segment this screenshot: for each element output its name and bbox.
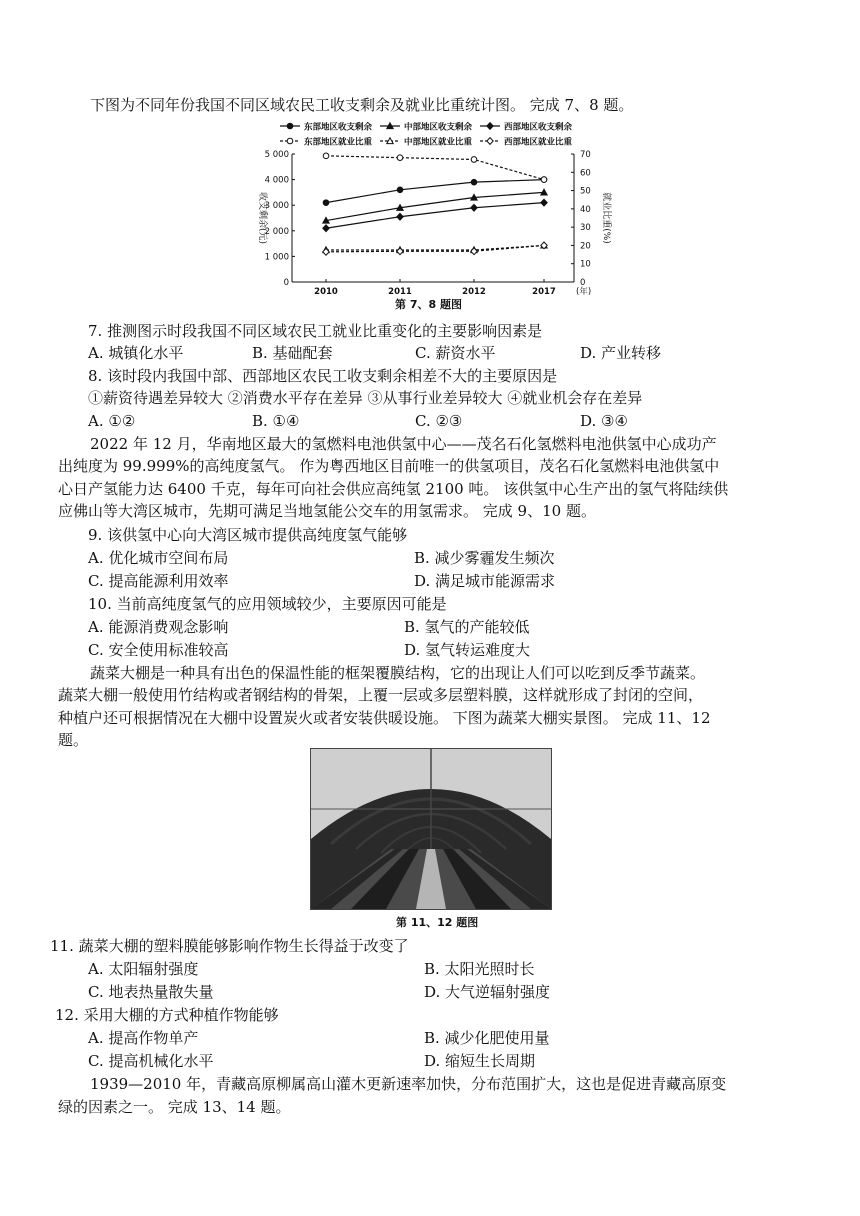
legend-label: 东部地区收支剩余 [304, 122, 373, 133]
q11-option-d[interactable]: D. 大气逆辐射强度 [424, 983, 551, 1001]
right-tick-label: 70 [580, 150, 591, 160]
q12-option-b[interactable]: B. 减少化肥使用量 [424, 1029, 550, 1047]
x-tick-label: 2010 [314, 287, 338, 297]
right-tick-label: 10 [580, 259, 591, 270]
q8-option-a[interactable]: A. ①② [88, 412, 136, 430]
intro-q9-10-line3: 心日产氢能力达 6400 千克，每年可向社会供应高纯氢 2100 吨。 该供氢中心生产出的氢气将陆续供 [58, 480, 729, 498]
legend-label: 西部地区收支剩余 [504, 122, 573, 133]
right-tick-label: 20 [580, 241, 591, 252]
left-tick-label: 4 000 [264, 175, 289, 186]
intro-q13-14-line2: 绿的因素之一。 完成 13、14 题。 [58, 1098, 291, 1116]
q11-option-c[interactable]: C. 地表热量散失量 [88, 983, 214, 1001]
x-tick-label: 2011 [388, 287, 412, 297]
data-point [323, 153, 329, 159]
left-tick-label: 2 000 [264, 226, 289, 237]
legend-label: 西部地区就业比重 [504, 137, 573, 148]
data-point [397, 155, 403, 161]
data-point [541, 199, 547, 206]
data-point [397, 187, 403, 193]
data-point [323, 225, 329, 232]
left-tick-label: 1 000 [264, 252, 289, 263]
intro-q9-10-line2: 出纯度为 99.999%的高纯度氢气。 作为粤西地区目前唯一的供氢项目，茂名石化氢燃料电池供氢中 [58, 457, 720, 475]
q10-option-a[interactable]: A. 能源消费观念影响 [88, 618, 229, 636]
data-point [397, 213, 403, 220]
data-point [471, 179, 477, 185]
intro-q11-12-line4: 题。 [58, 731, 89, 749]
greenhouse-image [311, 749, 551, 909]
legend-label: 东部地区就业比重 [304, 137, 373, 148]
data-point [471, 248, 477, 255]
x-unit-label: (年) [576, 287, 592, 297]
q12-option-a[interactable]: A. 提高作物单产 [88, 1029, 199, 1047]
data-point [471, 157, 477, 163]
intro-q9-10-line1: 2022 年 12 月，华南地区最大的氢燃料电池供氢中心——茂名石化氢燃料电池供氢中心成功产 [90, 435, 717, 453]
chart-caption: 第 7、8 题图 [395, 298, 462, 311]
right-tick-label: 60 [580, 168, 591, 179]
data-point [397, 248, 403, 255]
q7-option-b[interactable]: B. 基础配套 [252, 344, 333, 362]
q8-option-b[interactable]: B. ①④ [252, 412, 300, 430]
q11-option-b[interactable]: B. 太阳光照时长 [424, 960, 535, 978]
q9-option-d[interactable]: D. 满足城市能源需求 [414, 572, 556, 590]
q10-stem: 10. 当前高纯度氢气的应用领域较少，主要原因可能是 [88, 595, 447, 613]
series-line [326, 245, 544, 251]
q10-option-b[interactable]: B. 氢气的产能较低 [404, 618, 530, 636]
q12-option-c[interactable]: C. 提高机械化水平 [88, 1052, 214, 1070]
intro-q9-10-line4: 应佛山等大湾区城市，先期可满足当地氢能公交车的用氢需求。 完成 9、10 题。 [58, 502, 596, 520]
legend-marker [287, 138, 293, 144]
q8-option-c[interactable]: C. ②③ [415, 412, 463, 430]
intro-q11-12-line2: 蔬菜大棚一般使用竹结构或者钢结构的骨架，上覆一层或多层塑料膜，这样就形成了封闭的空间， [58, 686, 704, 704]
q8-items: ①薪资待遇差异较大 ②消费水平存在差异 ③从事行业差异较大 ④就业机会存在差异 [88, 389, 643, 407]
series-line [326, 180, 544, 203]
legend-marker [487, 123, 493, 130]
q9-stem: 9. 该供氢中心向大湾区城市提供高纯度氢气能够 [88, 526, 408, 544]
q12-option-d[interactable]: D. 缩短生长周期 [424, 1052, 536, 1070]
right-tick-label: 40 [580, 204, 591, 215]
line-chart [248, 118, 618, 318]
series-line [326, 156, 544, 180]
q10-option-c[interactable]: C. 安全使用标准较高 [88, 641, 229, 659]
right-tick-label: 50 [580, 186, 591, 197]
intro-q13-14-line1: 1939—2010 年，青藏高原柳属高山灌木更新速率加快，分布范围扩大，这也是促进青藏高原变 [90, 1075, 727, 1093]
q11-option-a[interactable]: A. 太阳辐射强度 [88, 960, 199, 978]
greenhouse-photo [310, 748, 552, 910]
q7-option-a[interactable]: A. 城镇化水平 [88, 344, 184, 362]
legend-label: 中部地区就业比重 [404, 137, 473, 148]
data-point [541, 177, 547, 183]
left-tick-label: 5 000 [264, 150, 289, 160]
intro-q11-12-line1: 蔬菜大棚是一种具有出色的保温性能的框架覆膜结构，它的出现让人们可以吃到反季节蔬菜。 [90, 664, 706, 682]
right-tick-label: 0 [580, 278, 586, 288]
legend-label: 中部地区收支剩余 [404, 122, 473, 133]
photo-caption: 第 11、12 题图 [396, 916, 479, 929]
legend-marker [287, 123, 293, 129]
q9-option-b[interactable]: B. 减少雾霾发生频次 [414, 549, 555, 567]
intro-q7-8: 下图为不同年份我国不同区域农民工收支剩余及就业比重统计图。 完成 7、8 题。 [90, 96, 634, 114]
q7-stem: 7. 推测图示时段我国不同区域农民工就业比重变化的主要影响因素是 [88, 322, 543, 340]
y-axis-right-title: 就业比重(%) [601, 192, 611, 244]
q11-stem: 11. 蔬菜大棚的塑料膜能够影响作物生长得益于改变了 [50, 937, 409, 955]
right-tick-label: 30 [580, 223, 591, 234]
x-tick-label: 2012 [462, 287, 486, 297]
q7-option-d[interactable]: D. 产业转移 [580, 344, 662, 362]
legend-marker [487, 138, 493, 145]
q7-option-c[interactable]: C. 薪资水平 [415, 344, 496, 362]
intro-q11-12-line3: 种植户还可根据情况在大棚中设置炭火或者安装供暖设施。 下图为蔬菜大棚实景图。 完成 11、12 [58, 709, 711, 727]
q8-stem: 8. 该时段内我国中部、西部地区农民工收支剩余相差不大的主要原因是 [88, 367, 558, 385]
x-tick-label: 2017 [532, 287, 556, 297]
q8-option-d[interactable]: D. ③④ [580, 412, 628, 430]
data-point [471, 204, 477, 211]
q9-option-a[interactable]: A. 优化城市空间布局 [88, 549, 229, 567]
data-point [323, 200, 329, 206]
q10-option-d[interactable]: D. 氢气转运难度大 [404, 641, 531, 659]
left-tick-label: 0 [283, 278, 289, 288]
q12-stem: 12. 采用大棚的方式种植作物能够 [55, 1006, 279, 1024]
chart [248, 118, 618, 318]
left-tick-label: 3 000 [264, 201, 289, 212]
y-axis-left-title: 收支剩余(元) [257, 191, 267, 245]
q9-option-c[interactable]: C. 提高能源利用效率 [88, 572, 229, 590]
